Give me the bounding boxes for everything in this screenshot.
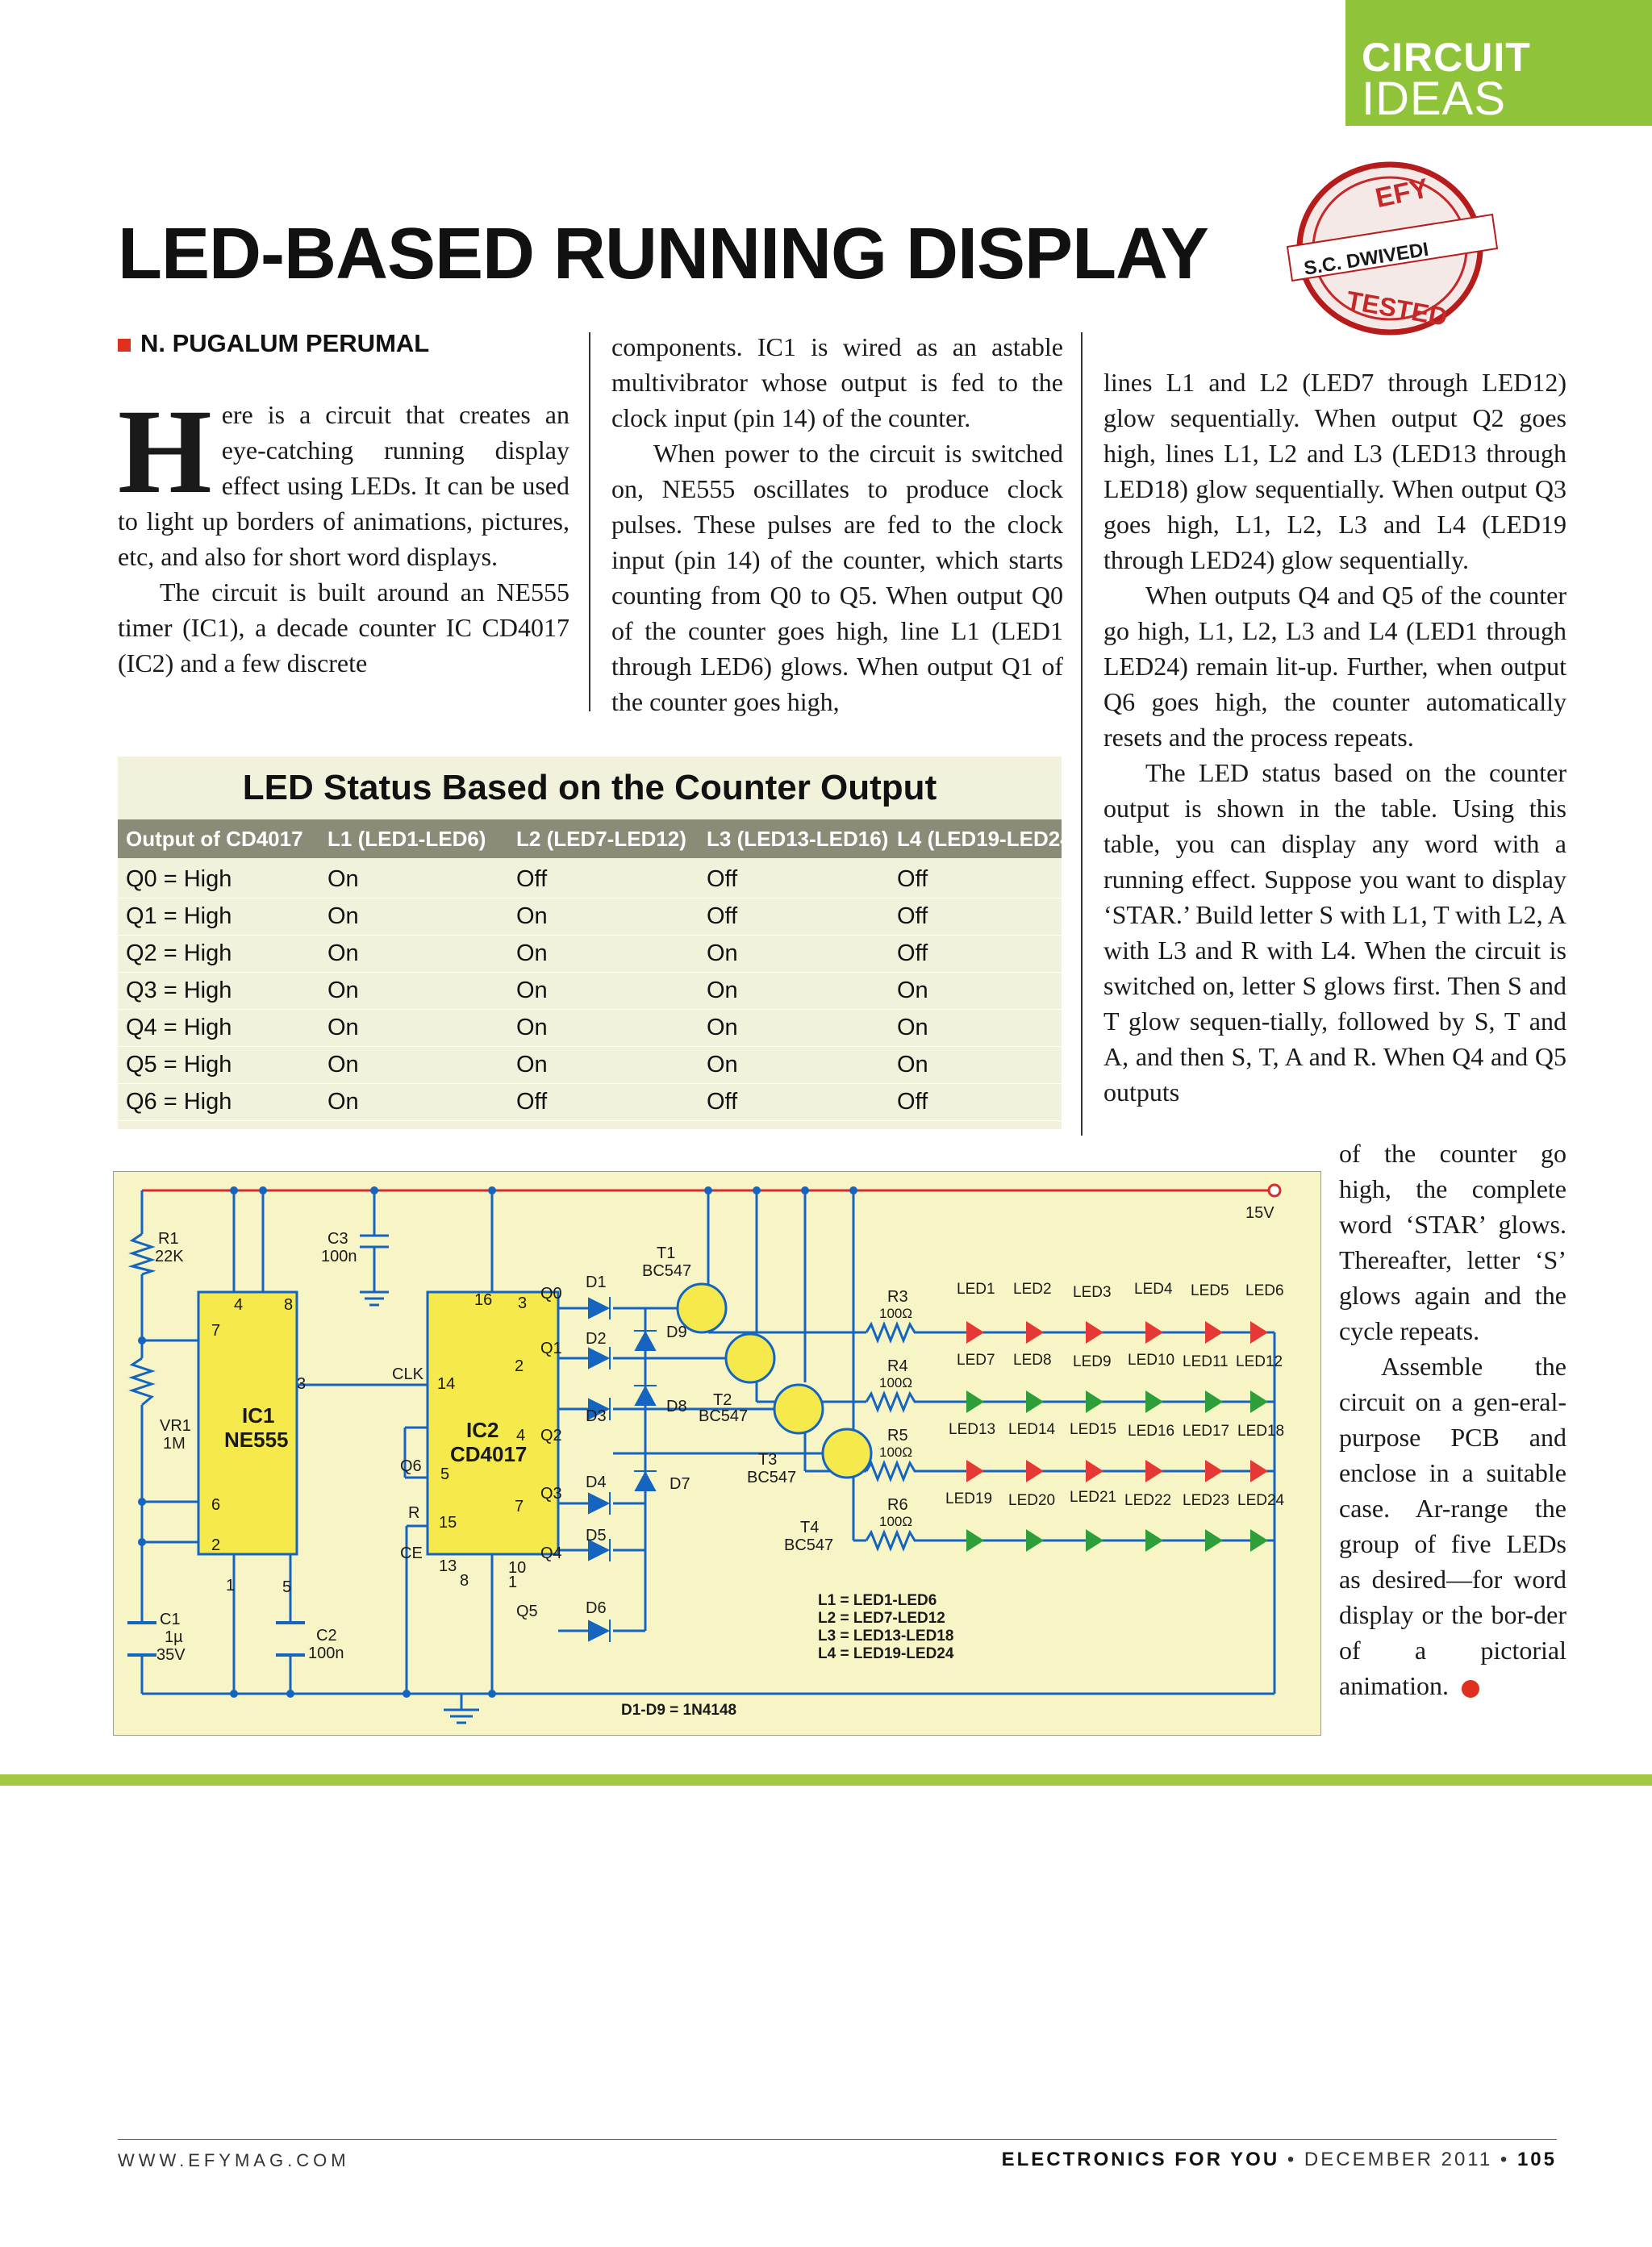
ic2-pin-label: Q6 — [400, 1457, 422, 1475]
table-cell: On — [327, 1015, 359, 1040]
output-label: Q1 — [540, 1340, 562, 1357]
efy-tested-seal — [1281, 158, 1499, 344]
led-label: LED11 — [1183, 1353, 1229, 1370]
ic1-pin: 2 — [211, 1536, 221, 1554]
table-row — [118, 936, 1062, 973]
r1-value: 22K — [155, 1248, 184, 1265]
vr1-label: VR1 — [160, 1417, 191, 1435]
table-header-cell: L4 (LED19-LED24) — [897, 827, 1079, 851]
table-row — [118, 898, 1062, 936]
output-label: Q4 — [540, 1545, 562, 1562]
col3-paragraph-1: lines L1 and L2 (LED7 through LED12) glow sequentially. When output Q2 goes high, lines L1, L2 and L3 (LED13 through LED18) glow sequentially. When output Q3 goes high, L1, L2, L3 and L4 (LED19 through LED24) glow sequentially. — [1103, 368, 1566, 574]
table-cell: On — [327, 1052, 359, 1078]
table-cell: On — [516, 940, 548, 966]
drop-cap: H — [118, 385, 212, 519]
ic2-pin: 16 — [474, 1291, 493, 1309]
col3-paragraph-3: The LED status based on the counter output is shown in the table. Using this table, you can display any word with a running effect. Suppose you want to display ‘STAR.’ Build letter S with L1, T with L2, A with L3 and R with L4. When the circuit is switched on, letter S glows first. Then S and T glow sequen-tially, followed by S, T and A, and then S, T, A and R. When Q4 and Q5 outputs — [1103, 758, 1566, 1107]
output-label: Q5 — [516, 1603, 538, 1620]
footer-date: DECEMBER 2011 — [1304, 2149, 1493, 2170]
table-cell: On — [707, 1052, 738, 1078]
led-label: LED14 — [1008, 1421, 1056, 1438]
table-cell: Q4 = High — [126, 1015, 232, 1040]
legend-line: L4 = LED19-LED24 — [818, 1645, 954, 1662]
led-status-table — [118, 757, 1079, 1129]
table-cell: Off — [707, 1089, 738, 1115]
text-column-1 — [118, 385, 569, 681]
c1-voltage: 35V — [156, 1646, 186, 1664]
ic2-pin: 1 — [508, 1574, 518, 1591]
table-cell: Off — [707, 866, 738, 892]
output-label: Q2 — [540, 1427, 562, 1444]
diode-label: D6 — [586, 1599, 607, 1617]
transistor-label: T4 — [800, 1519, 820, 1536]
ic2-pin: 13 — [439, 1557, 457, 1575]
text-column-3 — [1103, 365, 1566, 1110]
table-header-row — [118, 819, 1079, 858]
legend-line: L2 = LED7-LED12 — [818, 1610, 945, 1627]
text-column-4 — [1339, 1136, 1566, 1703]
table-row — [118, 1084, 1062, 1121]
footer-rule — [118, 2139, 1557, 2140]
ic2-pin: 3 — [518, 1294, 528, 1312]
table-cell: Q5 = High — [126, 1052, 232, 1078]
table-row — [118, 973, 1062, 1010]
r1-label: R1 — [158, 1230, 179, 1248]
table-cell: On — [516, 1015, 548, 1040]
table-cell: Off — [897, 940, 928, 966]
table-cell: On — [897, 1052, 928, 1078]
table-header-cell: Output of CD4017 — [126, 827, 303, 851]
table-cell: Off — [516, 866, 548, 892]
table-cell: Off — [516, 1089, 548, 1115]
ic1-part: NE555 — [224, 1428, 289, 1452]
ic1-pin: 7 — [211, 1322, 221, 1340]
table-cell: On — [327, 866, 359, 892]
supply-voltage-label: 15V — [1245, 1204, 1274, 1222]
table-row — [118, 861, 1062, 898]
transistor-label: T2 — [713, 1391, 732, 1409]
table-cell: On — [516, 1052, 548, 1078]
led-label: LED13 — [949, 1421, 996, 1438]
seal-bottom-text: TESTED — [1344, 285, 1450, 332]
table-title: LED Status Based on the Counter Output — [242, 768, 937, 807]
table-cell: On — [327, 978, 359, 1003]
table-cell: On — [707, 940, 738, 966]
col2-paragraph-2: When power to the circuit is switched on, NE555 oscillates to produce clock pulses. These pulses are fed to the clock input (pin 14) of the counter, which starts counting from Q0 to Q5. When output Q0 of the counter goes high, line L1 (LED1 through LED6) glows. When output Q1 of the counter goes high, — [611, 439, 1063, 716]
output-label: Q3 — [540, 1485, 562, 1503]
led-label: LED8 — [1013, 1352, 1052, 1369]
table-cell: On — [707, 1015, 738, 1040]
led-label: LED20 — [1008, 1492, 1056, 1509]
footer-separator: • — [1287, 2149, 1297, 2170]
ic2-pin: 2 — [515, 1357, 524, 1375]
section-tab-circuit: CIRCUIT — [1362, 35, 1531, 80]
led-label: LED21 — [1070, 1489, 1117, 1506]
column-divider-1 — [589, 332, 590, 711]
c2-value: 100n — [308, 1645, 344, 1662]
col1-paragraph-2: The circuit is built around an NE555 timer (IC1), a decade counter IC CD4017 (IC2) and a few discrete — [118, 577, 569, 677]
led-label: LED9 — [1073, 1353, 1112, 1370]
c1-value: 1µ — [165, 1628, 183, 1646]
text-column-2 — [611, 329, 1063, 719]
output-label: Q0 — [540, 1285, 562, 1303]
table-header-cell: L1 (LED1-LED6) — [327, 827, 486, 851]
ic2-pin: 7 — [515, 1498, 524, 1515]
led-label: LED5 — [1191, 1282, 1229, 1299]
footer-separator: • — [1500, 2149, 1510, 2170]
diode-label: D8 — [666, 1398, 687, 1415]
footer-page-number: 105 — [1516, 2149, 1557, 2170]
legend-line: L3 = LED13-LED18 — [818, 1628, 954, 1645]
led-label: LED23 — [1183, 1492, 1230, 1509]
diode-label: D9 — [666, 1324, 687, 1341]
table-cell: Off — [897, 1089, 928, 1115]
diode-label: D3 — [586, 1407, 607, 1425]
table-cell: Q3 = High — [126, 978, 232, 1003]
led-label: LED19 — [945, 1490, 993, 1507]
transistor-part: BC547 — [784, 1536, 834, 1554]
vr1-value: 1M — [163, 1435, 186, 1453]
resistor-label: R3 — [887, 1288, 908, 1306]
table-cell: On — [327, 903, 359, 929]
table-row — [118, 1010, 1062, 1047]
table-cell: On — [897, 1015, 928, 1040]
legend-line: L1 = LED1-LED6 — [818, 1592, 937, 1609]
ic1-pin: 5 — [282, 1578, 292, 1596]
circuit-schematic — [113, 1171, 1321, 1736]
diode-label: D5 — [586, 1527, 607, 1545]
ic1-pin: 6 — [211, 1496, 221, 1514]
end-mark-icon — [1462, 1680, 1479, 1698]
table-cell: Q0 = High — [126, 866, 232, 892]
footer-folio — [1002, 2149, 1557, 2171]
transistor-part: BC547 — [642, 1262, 692, 1280]
table-cell: Q6 = High — [126, 1089, 232, 1115]
footer-website: WWW.EFYMAG.COM — [118, 2150, 350, 2170]
table-cell: On — [327, 1089, 359, 1115]
ic2-pin: 5 — [440, 1465, 450, 1483]
diode-label: D1 — [586, 1274, 607, 1291]
ic2-pin: 10 — [508, 1559, 527, 1577]
resistor-value: 100Ω — [879, 1375, 913, 1390]
table-header-cell: L2 (LED7-LED12) — [516, 827, 686, 851]
transistor-part: BC547 — [699, 1407, 749, 1425]
ic2-pin: 8 — [460, 1572, 469, 1590]
ic2-pin-label: CLK — [392, 1365, 423, 1383]
led-label: LED6 — [1245, 1282, 1284, 1299]
led-label: LED16 — [1128, 1423, 1175, 1440]
seal-tester-name: S.C. DWIVEDI — [1302, 238, 1430, 280]
table-cell: Off — [707, 903, 738, 929]
col4-paragraph-2: Assemble the circuit on a gen-eral-purpose PCB and enclose in a suitable case. Ar-range the group of five LEDs as desired—for word display or the bor-der of a pictorial animation. — [1339, 1352, 1566, 1700]
transistor-label: T1 — [657, 1244, 676, 1262]
table-cell: On — [516, 903, 548, 929]
resistor-label: R4 — [887, 1357, 908, 1375]
c1-label: C1 — [160, 1611, 181, 1628]
table-cell: On — [327, 940, 359, 966]
resistor-value: 100Ω — [879, 1444, 913, 1460]
diode-label: D7 — [670, 1475, 690, 1493]
article-title: LED-BASED RUNNING DISPLAY — [118, 214, 1208, 294]
col4-paragraph-1: of the counter go high, the complete word ‘STAR’ glows. Thereafter, letter ‘S’ glows again and the cycle repeats. — [1339, 1139, 1566, 1345]
led-label: LED2 — [1013, 1281, 1052, 1298]
table-row — [118, 1047, 1062, 1084]
led-label: LED15 — [1070, 1421, 1117, 1438]
col2-paragraph-1: components. IC1 is wired as an astable multivibrator whose output is fed to the clock input (pin 14) of the counter. — [611, 332, 1063, 432]
led-label: LED1 — [957, 1281, 995, 1298]
ic1-pin: 4 — [234, 1296, 244, 1314]
seal-top-text: EFY — [1372, 173, 1432, 215]
table-cell: Q1 = High — [126, 903, 232, 929]
table-cell: Off — [897, 866, 928, 892]
led-label: LED10 — [1128, 1352, 1175, 1369]
ic1-pin: 1 — [226, 1577, 236, 1595]
c3-label: C3 — [327, 1230, 348, 1248]
ic2-pin: 4 — [516, 1427, 526, 1444]
led-label: LED3 — [1073, 1284, 1112, 1301]
led-label: LED24 — [1237, 1492, 1285, 1509]
byline-marker — [118, 339, 131, 352]
c3-value: 100n — [321, 1248, 357, 1265]
ic2-pin: 14 — [437, 1375, 456, 1393]
ic1-label: IC1 — [242, 1403, 275, 1428]
led-label: LED22 — [1124, 1492, 1172, 1509]
ic2-pin-label: CE — [400, 1545, 423, 1562]
col1-paragraph-1: ere is a circuit that creates an eye-catching running display effect using LEDs. It can be used to light up borders of animations, pictures, etc, and also for short word displays. — [118, 400, 569, 571]
transistor-part: BC547 — [747, 1469, 797, 1486]
resistor-label: R5 — [887, 1427, 908, 1444]
ic2-pin-label: R — [408, 1504, 420, 1522]
led-label: LED12 — [1236, 1353, 1283, 1370]
table-cell: On — [516, 978, 548, 1003]
ic2-pin: 15 — [439, 1514, 457, 1532]
transistor-label: T3 — [758, 1451, 778, 1469]
table-cell: On — [707, 978, 738, 1003]
led-label: LED17 — [1183, 1423, 1230, 1440]
bottom-accent-bar — [0, 1774, 1652, 1786]
table-header-cell: L3 (LED13-LED16) — [707, 827, 889, 851]
ic2-label: IC2 — [466, 1418, 499, 1442]
footer-magazine: ELECTRONICS FOR YOU — [1001, 2149, 1280, 2170]
resistor-value: 100Ω — [879, 1306, 913, 1321]
ic1-pin: 8 — [284, 1296, 294, 1314]
resistor-value: 100Ω — [879, 1514, 913, 1529]
table-cell: Off — [897, 903, 928, 929]
col3-paragraph-2: When outputs Q4 and Q5 of the counter go high, L1, L2, L3 and L4 (LED1 through LED24) remain lit-up. Further, when output Q6 goes high, the counter automatically resets and the process repeats. — [1103, 581, 1566, 752]
led-label: LED4 — [1134, 1281, 1173, 1298]
diode-note: D1-D9 = 1N4148 — [621, 1702, 737, 1719]
c2-label: C2 — [316, 1627, 337, 1645]
table-cell: Q2 = High — [126, 940, 232, 966]
ic2-part: CD4017 — [450, 1442, 528, 1466]
diode-label: D4 — [586, 1474, 607, 1491]
column-divider-2 — [1081, 332, 1083, 1136]
diode-label: D2 — [586, 1330, 607, 1348]
author-byline — [118, 329, 429, 358]
author-name: N. PUGALUM PERUMAL — [140, 329, 430, 357]
section-tab-ideas: IDEAS — [1362, 73, 1507, 125]
table-cell: On — [897, 978, 928, 1003]
led-label: LED7 — [957, 1352, 995, 1369]
resistor-label: R6 — [887, 1496, 908, 1514]
led-label: LED18 — [1237, 1423, 1285, 1440]
ic1-pin: 3 — [297, 1375, 307, 1393]
